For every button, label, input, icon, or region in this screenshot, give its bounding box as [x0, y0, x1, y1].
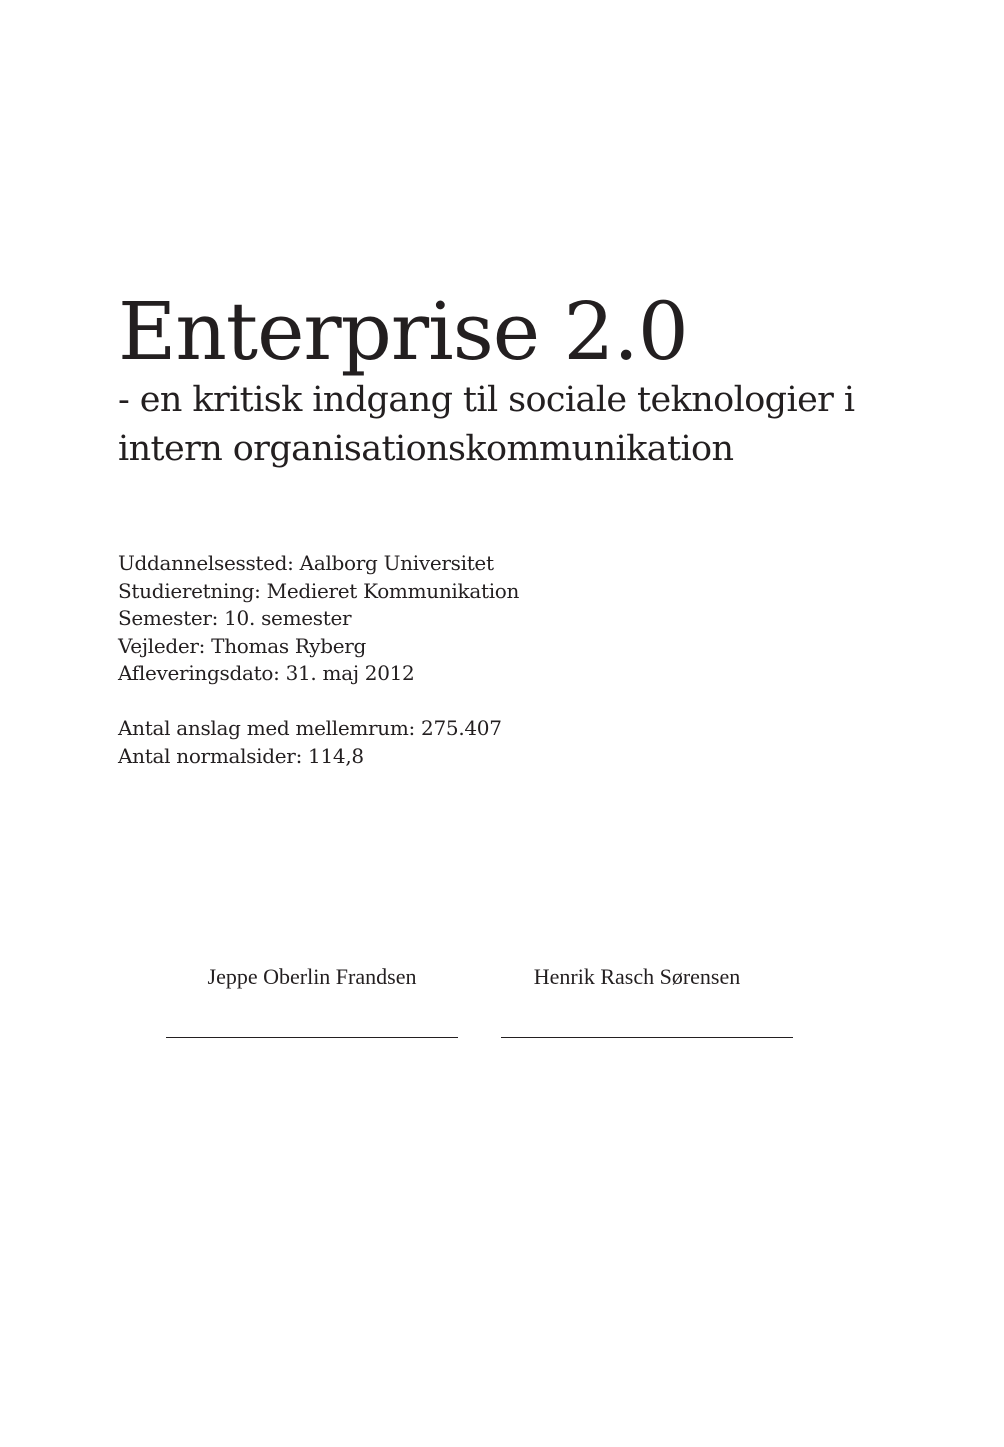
author-name-2: Henrik Rasch Sørensen [533, 964, 741, 989]
document-subtitle [118, 376, 918, 474]
subtitle-line-2: intern organisationskommunikation [118, 429, 734, 469]
signature-line-1 [166, 1037, 458, 1038]
document-title: Enterprise 2.0 [118, 285, 688, 378]
info-institution: Uddannelsessted: Aalborg Universitet [118, 551, 494, 575]
info-supervisor: Vejleder: Thomas Ryberg [118, 633, 367, 658]
info-page-count: Antal normalsider: 114,8 [118, 743, 364, 768]
signature-line-2 [501, 1037, 793, 1038]
thesis-info [118, 550, 519, 770]
subtitle-line-1: - en kritisk indgang til sociale teknologier i [118, 380, 855, 420]
info-program: Studieretning: Medieret Kommunikation [118, 578, 520, 603]
info-character-count: Antal anslag med mellemrum: 275.407 [118, 716, 502, 740]
info-submission-date: Afleveringsdato: 31. maj 2012 [118, 661, 415, 685]
info-semester: Semester: 10. semester [118, 606, 352, 630]
author-name-1: Jeppe Oberlin Frandsen [207, 964, 417, 989]
